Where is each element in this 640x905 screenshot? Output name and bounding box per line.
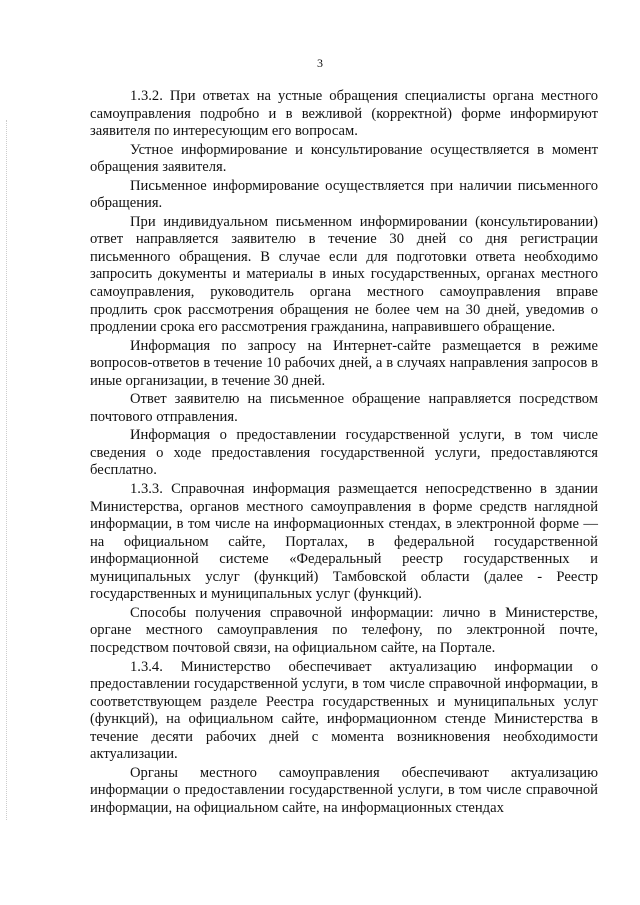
paragraph-written-info: Письменное информирование осуществляется при наличии письменного обращения. [90, 177, 598, 212]
paragraph-internet-requests: Информация по запросу на Интернет-сайте размещается в режиме вопросов-ответов в течение 10 рабочих дней, а в случаях направления запросов в иные организации, в течение 30 дней. [90, 337, 598, 389]
document-body [90, 88, 598, 818]
paragraph-oral-info: Устное информирование и консультирование осуществляется в момент обращения заявителя. [90, 141, 598, 176]
page-number: 3 [317, 56, 323, 70]
paragraph-1-3-4: 1.3.4. Министерство обеспечивает актуализацию информации о предоставлении государственной услуги, в том числе справочной информации, в соответствующем разделе Реестра государственных и муниципальных услуг (функций), на официальном сайте, информационном стенде Министерства в течение десяти рабочих дней с момента возникновения необходимости актуализации. [90, 658, 598, 763]
paragraph-individual-written: При индивидуальном письменном информировании (консультировании) ответ направляется заявителю в течение 30 дней со дня регистрации письменного обращения. В случае если для подготовки ответа необходимо запросить документы и материалы в иных государственных, органах местного самоуправления, руководитель органа местного самоуправления вправе продлить срок рассмотрения обращения не более чем на 30 дней, уведомив о продлении срока его рассмотрения гражданина, направившего обращение. [90, 213, 598, 336]
paragraph-ways-to-obtain: Способы получения справочной информации: лично в Министерстве, органе местного самоуправления по телефону, по электронной почте, посредством почтовой связи, на официальном сайте, на Портале. [90, 604, 598, 656]
paragraph-local-authorities: Органы местного самоуправления обеспечивают актуализацию информации о предоставлении государственной услуги, в том числе справочной информации, на официальном сайте, на информационных стендах [90, 764, 598, 816]
paragraph-1-3-2: 1.3.2. При ответах на устные обращения специалисты органа местного самоуправления подробно и в вежливой (корректной) форме информируют заявителя по интересующим его вопросам. [90, 88, 598, 140]
paragraph-1-3-3: 1.3.3. Справочная информация размещается непосредственно в здании Министерства, органов местного самоуправления в форме средств наглядной информации, в том числе на информационных стендах, в электронной форме — на официальном сайте, Порталах, в федеральной государственной информационной системе «Федеральный реестр государственных и муниципальных услуг (функций) Тамбовской области (далее - Реестр государственных и муниципальных услуг (функций). [90, 481, 598, 603]
paragraph-postal-reply: Ответ заявителю на письменное обращение направляется посредством почтового отправления. [90, 391, 598, 425]
paragraph-free-of-charge: Информация о предоставлении государственной услуги, в том числе сведения о ходе предоставления государственной услуги, предоставляются бесплатно. [90, 427, 598, 479]
scan-edge-mark [6, 120, 8, 820]
